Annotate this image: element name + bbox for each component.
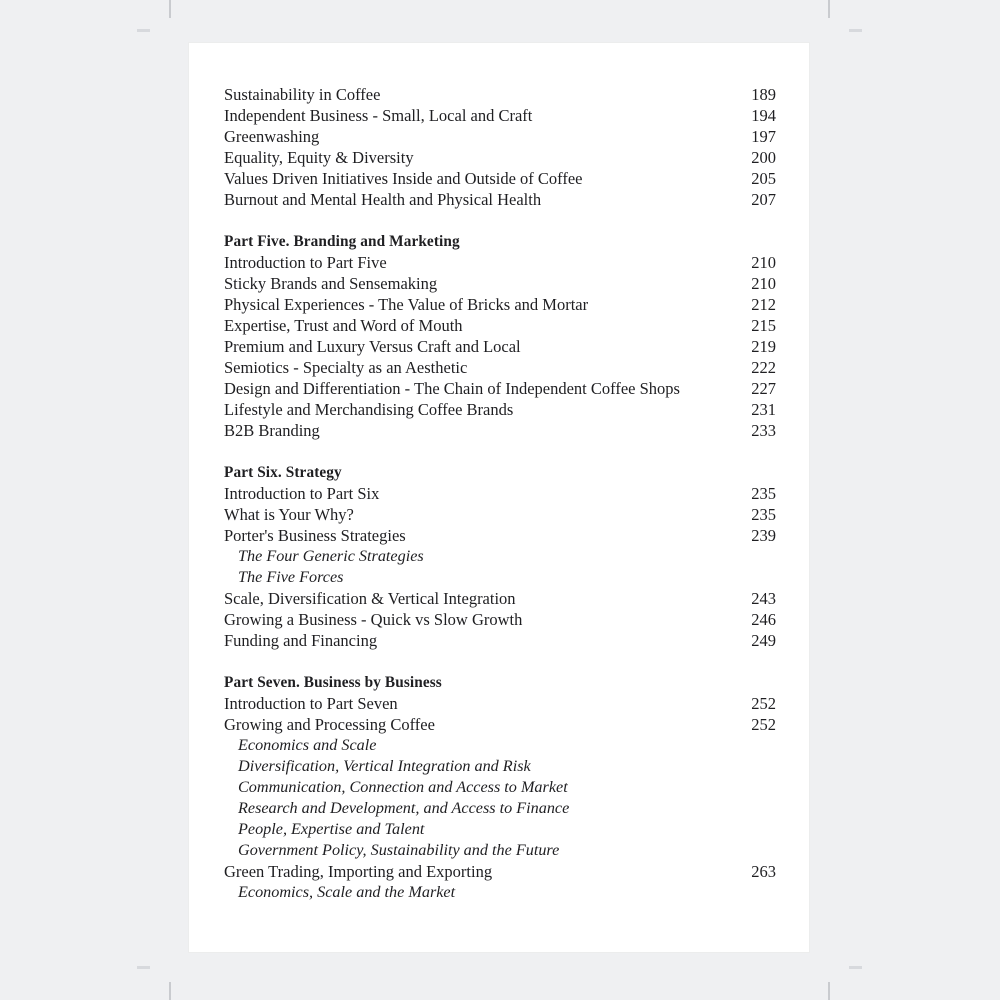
toc-entry-page-number: 231 (751, 400, 776, 419)
toc-entry-page-number: 252 (751, 715, 776, 734)
crop-tick-top-right (828, 0, 830, 18)
toc-entry-page-number: 233 (751, 421, 776, 440)
crop-dash-top-right (849, 29, 862, 32)
toc-entry-title: Introduction to Part Seven (224, 694, 398, 713)
toc-entry-title: Porter's Business Strategies (224, 526, 406, 545)
toc-part-heading[interactable] (224, 672, 776, 693)
toc-entry-title: Part Six. Strategy (224, 464, 342, 481)
toc-sub-entry[interactable] (224, 840, 776, 861)
toc-entry-title: Funding and Financing (224, 631, 378, 650)
toc-entry-title: Part Seven. Business by Business (224, 674, 442, 691)
toc-entry-title: Independent Business - Small, Local and Craft (224, 106, 533, 125)
toc-entry[interactable] (224, 168, 776, 189)
toc-sub-entry[interactable] (224, 819, 776, 840)
toc-sub-entry[interactable] (224, 546, 776, 567)
crop-tick-bottom-left (169, 982, 171, 1000)
toc-entry-page-number: 239 (751, 526, 776, 545)
toc-entry[interactable] (224, 420, 776, 441)
toc-entry[interactable] (224, 525, 776, 546)
toc-entry-page-number: 249 (751, 631, 776, 650)
toc-entry-title: Equality, Equity & Diversity (224, 148, 414, 167)
toc-entry[interactable] (224, 273, 776, 294)
toc-entry-title: Values Driven Initiatives Inside and Outside of Coffee (224, 169, 583, 188)
toc-entry-page-number: 194 (751, 106, 776, 125)
crop-dash-bottom-left (137, 966, 150, 969)
toc-entry-title: Scale, Diversification & Vertical Integration (224, 589, 516, 608)
toc-entry-title: Part Five. Branding and Marketing (224, 233, 460, 250)
toc-entry-title: Sustainability in Coffee (224, 85, 381, 104)
toc-entry[interactable] (224, 861, 776, 882)
toc-entry-page-number: 197 (751, 127, 776, 146)
toc-entry-page-number: 252 (751, 694, 776, 713)
toc-entry-title: Design and Differentiation - The Chain of Independent Coffee Shops (224, 379, 680, 398)
toc-entry-page-number: 210 (751, 274, 776, 293)
toc-entry-title: Burnout and Mental Health and Physical Health (224, 190, 542, 209)
toc-entry-title: Expertise, Trust and Word of Mouth (224, 316, 463, 335)
toc-entry-page-number: 210 (751, 253, 776, 272)
toc-entry-title: What is Your Why? (224, 505, 354, 524)
toc-entry[interactable] (224, 399, 776, 420)
toc-entry[interactable] (224, 315, 776, 336)
toc-entry-title: Communication, Connection and Access to Market (238, 778, 568, 796)
toc-entry-title: Growing and Processing Coffee (224, 715, 435, 734)
toc-entry[interactable] (224, 630, 776, 651)
toc-entry[interactable] (224, 378, 776, 399)
toc-part-heading[interactable] (224, 231, 776, 252)
toc-entry[interactable] (224, 357, 776, 378)
toc-entry-title: Economics and Scale (238, 736, 377, 754)
toc-entry-page-number: 219 (751, 337, 776, 356)
toc-entry[interactable] (224, 483, 776, 504)
toc-entry-title: Government Policy, Sustainability and the Future (238, 841, 560, 859)
toc-sub-entry[interactable] (224, 735, 776, 756)
toc-entry-title: Introduction to Part Six (224, 484, 380, 503)
toc-entry[interactable] (224, 693, 776, 714)
toc-sub-entry[interactable] (224, 777, 776, 798)
toc-entry-title: The Four Generic Strategies (238, 547, 424, 565)
toc-entry-title: B2B Branding (224, 421, 320, 440)
toc-entry[interactable] (224, 504, 776, 525)
toc-entry-page-number: 243 (751, 589, 776, 608)
toc-entry-page-number: 235 (751, 484, 776, 503)
toc-entry-title: Lifestyle and Merchandising Coffee Brands (224, 400, 514, 419)
toc-entry-title: Diversification, Vertical Integration and Risk (238, 757, 531, 775)
toc-entry-title: People, Expertise and Talent (238, 820, 425, 838)
toc-sub-entry[interactable] (224, 756, 776, 777)
toc-entry[interactable] (224, 105, 776, 126)
toc-entry-page-number: 222 (751, 358, 776, 377)
crop-tick-top-left (169, 0, 171, 18)
toc-sub-entry[interactable] (224, 798, 776, 819)
book-page (188, 42, 810, 953)
toc-entry-title: Introduction to Part Five (224, 253, 387, 272)
toc-entry-title: Premium and Luxury Versus Craft and Local (224, 337, 521, 356)
toc-sub-entry[interactable] (224, 567, 776, 588)
toc-entry-title: The Five Forces (238, 568, 344, 586)
toc-part-heading[interactable] (224, 462, 776, 483)
crop-tick-bottom-right (828, 982, 830, 1000)
crop-dash-bottom-right (849, 966, 862, 969)
toc-entry-title: Greenwashing (224, 127, 320, 146)
toc-entry[interactable] (224, 588, 776, 609)
crop-dash-top-left (137, 29, 150, 32)
toc-entry-title: Green Trading, Importing and Exporting (224, 862, 493, 881)
toc-entry-title: Sticky Brands and Sensemaking (224, 274, 438, 293)
toc-entry-title: Economics, Scale and the Market (238, 883, 456, 901)
toc-sub-entry[interactable] (224, 882, 776, 903)
toc-entry[interactable] (224, 189, 776, 210)
toc-entry-title: Research and Development, and Access to Finance (238, 799, 570, 817)
toc-entry[interactable] (224, 126, 776, 147)
toc-entry-page-number: 212 (751, 295, 776, 314)
toc-entry-title: Physical Experiences - The Value of Bricks and Mortar (224, 295, 589, 314)
toc-entry-title: Growing a Business - Quick vs Slow Growth (224, 610, 523, 629)
toc-entry[interactable] (224, 84, 776, 105)
toc-entry[interactable] (224, 252, 776, 273)
toc-entry-page-number: 263 (751, 862, 776, 881)
toc-entry[interactable] (224, 147, 776, 168)
toc-entry[interactable] (224, 609, 776, 630)
toc-entry-title: Semiotics - Specialty as an Aesthetic (224, 358, 468, 377)
toc-entry-page-number: 200 (751, 148, 776, 167)
toc-entry-page-number: 189 (751, 85, 776, 104)
table-of-contents (224, 84, 776, 903)
toc-entry[interactable] (224, 714, 776, 735)
toc-entry[interactable] (224, 294, 776, 315)
toc-entry-page-number: 246 (751, 610, 776, 629)
toc-entry-page-number: 207 (751, 190, 776, 209)
toc-entry-page-number: 205 (751, 169, 776, 188)
toc-entry-page-number: 235 (751, 505, 776, 524)
toc-entry[interactable] (224, 336, 776, 357)
toc-entry-page-number: 227 (751, 379, 776, 398)
toc-entry-page-number: 215 (751, 316, 776, 335)
